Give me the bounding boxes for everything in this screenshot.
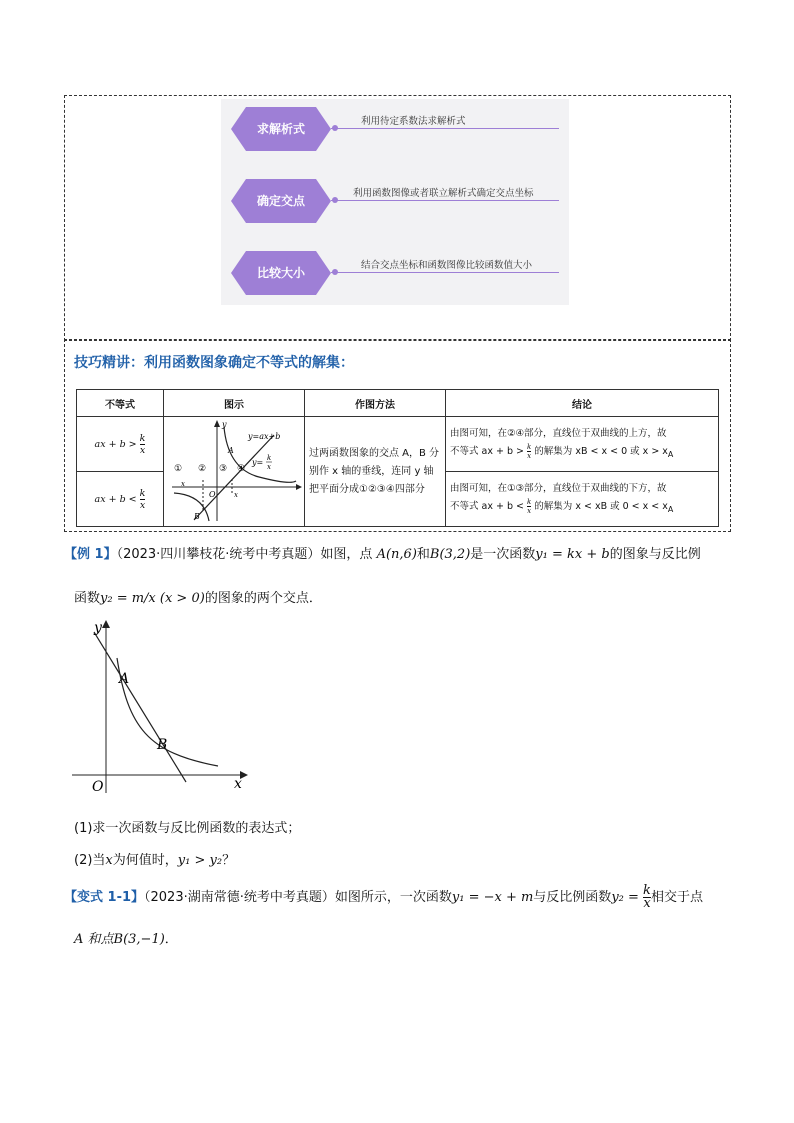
flow-dot <box>332 269 338 275</box>
question-2: (2)当x为何值时，y₁ > y₂？ <box>74 853 236 868</box>
svg-text:A: A <box>228 446 234 455</box>
fraction: $\frac{k}{x}$ <box>643 883 651 911</box>
fraction: $\frac{k}{x}$ <box>139 432 146 456</box>
variant-line2: A 和点B(3,−1)． <box>74 932 178 947</box>
svg-text:x: x <box>234 491 238 499</box>
flow-step-desc: 结合交点坐标和函数图像比较函数值大小 <box>361 260 533 271</box>
example-tag: 【例 1】 <box>64 547 117 562</box>
fraction: $\frac{k}{x}$ <box>139 487 146 511</box>
flow-line <box>331 128 559 129</box>
inequality-table <box>76 389 719 527</box>
flow-step-label: 比较大小 <box>256 266 305 280</box>
flow-step-desc: 利用待定系数法求解析式 <box>361 116 466 127</box>
hyperbola-line-figure <box>164 417 302 523</box>
figure-cell <box>164 417 305 527</box>
flow-step-1 <box>231 107 331 151</box>
fraction: $\frac{k}{x}$ <box>527 497 532 515</box>
col-header: 图示 <box>164 390 305 417</box>
inequality-2: ax + b < $\frac{k}{x}$ <box>77 472 164 527</box>
flow-dot <box>332 125 338 131</box>
flow-step-2 <box>231 179 331 223</box>
svg-text:②: ② <box>198 464 207 474</box>
flow-step-label: 求解析式 <box>256 122 305 136</box>
conclusion-2: 由图可知，在①③部分，直线位于双曲线的下方，故 不等式 ax + b < $\frac{k}{x}$ 的解集为 x < xB 或 $0 < x < x_A$ <box>446 472 719 527</box>
example1-line1: 【例 1】（2023·四川攀枝花·统考中考真题）如图，点 A(n,6)和B(3,2)是一次函数y₁ = kx + b的图象与反比例 <box>64 547 701 562</box>
svg-text:B: B <box>157 737 168 753</box>
svg-text:k: k <box>267 454 272 462</box>
svg-text:B: B <box>194 512 200 521</box>
svg-text:③: ③ <box>219 464 228 474</box>
svg-text:O: O <box>92 779 104 795</box>
flow-line <box>331 272 559 273</box>
col-header: 作图方法 <box>305 390 446 417</box>
flow-step-label: 确定交点 <box>256 194 305 208</box>
fraction: $\frac{k}{x}$ <box>527 442 532 460</box>
svg-text:x: x <box>234 776 242 792</box>
variant-tag: 【变式 1-1】 <box>64 890 145 905</box>
svg-text:y=ax+b: y=ax+b <box>248 432 281 441</box>
flow-line <box>331 200 559 201</box>
example1-line2: 函数y₂ = m/x (x > 0)的图象的两个交点． <box>74 591 322 606</box>
tip-title: 技巧精讲：利用函数图象确定不等式的解集： <box>74 355 354 371</box>
svg-text:x: x <box>267 463 271 471</box>
example1-figure <box>68 618 250 796</box>
conclusion-1: 由图可知，在②④部分，直线位于双曲线的上方，故 不等式 ax + b > $\frac{k}{x}$ 的解集为 xB < x < 0 或 $x > x_A$ <box>446 417 719 472</box>
svg-text:y: y <box>94 620 102 636</box>
col-header: 结论 <box>446 390 719 417</box>
svg-text:x: x <box>181 480 185 488</box>
svg-text:O: O <box>209 490 216 499</box>
question-1: (1)求一次函数与反比例函数的表达式； <box>74 821 301 836</box>
svg-text:y=: y= <box>252 458 264 467</box>
col-header: 不等式 <box>77 390 164 417</box>
svg-text:A: A <box>119 671 130 687</box>
svg-text:y: y <box>222 420 227 429</box>
inequality-1: ax + b > $\frac{k}{x}$ <box>77 417 164 472</box>
flow-step-desc: 利用函数图像或者联立解析式确定交点坐标 <box>353 188 534 199</box>
svg-text:①: ① <box>174 464 183 474</box>
flow-dot <box>332 197 338 203</box>
svg-text:④: ④ <box>237 464 246 474</box>
method-cell: 过两函数图象的交点 A，B 分别作 x 轴的垂线，连同 y 轴把平面分成①②③④四部分 <box>305 417 446 527</box>
variant-line1: 【变式 1-1】（2023·湖南常德·统考中考真题）如图所示，一次函数y₁ = −x + m与反比例函数y₂ = $\frac{k}{x}$ 相交于点 <box>64 883 703 911</box>
flow-step-3 <box>231 251 331 295</box>
flow-chart <box>221 99 569 305</box>
